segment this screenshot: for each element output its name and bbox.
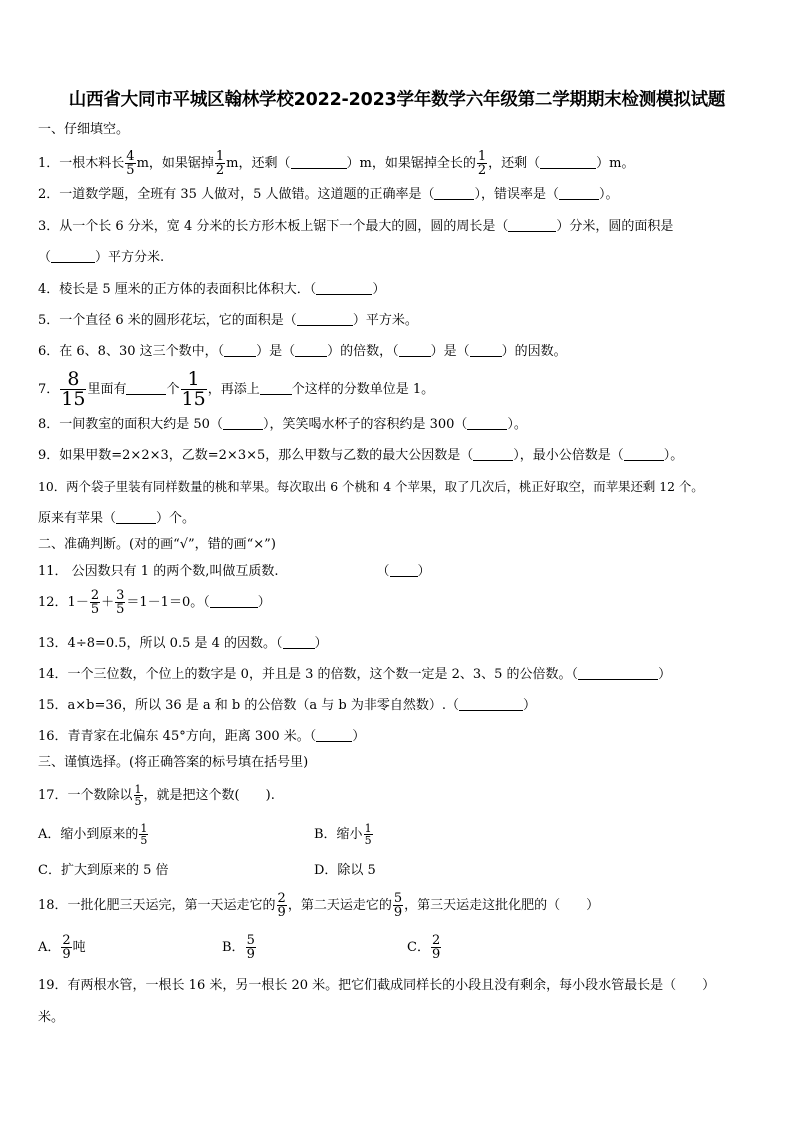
option-b[interactable]: B． $\frac{5}{9}$ [222, 933, 255, 962]
question-10-continued: 原来有苹果（ ）个。 [38, 511, 196, 526]
fraction-1-5: $\frac{1}{5}$ [134, 783, 142, 808]
answer-blank[interactable] [467, 428, 507, 430]
option-c[interactable]: C． $\frac{2}{9}$ [407, 933, 441, 962]
fraction-2-9: $\frac{2}{9}$ [62, 933, 71, 962]
answer-blank[interactable] [224, 355, 256, 357]
fraction-1-5: $\frac{1}{5}$ [140, 822, 148, 847]
question-19: 19．有两根水管，一根长 16 米，另一根长 20 米。把它们截成同样长的小段且没有剩余，每小段水管最长是（ ） [38, 978, 716, 993]
question-7: 7． $\frac{8}{15}$ 里面有 个 $\frac{1}{15}$ ，再添上 个这样的分数单位是 1。 [38, 368, 435, 410]
question-19-continued: 米。 [38, 1010, 65, 1025]
question-18: 18．一批化肥三天运完，第一天运走它的 $\frac{2}{9}$ ，第二天运走它的 $\frac{5}{9}$ ，第三天运走这批化肥的（ ） [38, 891, 600, 920]
answer-blank[interactable] [434, 198, 474, 200]
question-3-continued: （ ）平方分米. [38, 250, 165, 265]
fraction-1-2: $\frac{1}{2}$ [215, 149, 225, 178]
question-11: 11． 公因数只有 1 的两个数,叫做互质数. （ ） [38, 564, 431, 579]
question-4: 4．棱长是 5 厘米的正方体的表面积比体积大．（ ） [38, 282, 386, 297]
option-d[interactable]: D．除以 5 [314, 863, 376, 878]
section-choice-heading: 三、谨慎选择。(将正确答案的标号填在括号里) [38, 755, 309, 770]
answer-blank[interactable] [390, 575, 418, 577]
answer-blank[interactable] [126, 393, 166, 395]
question-2: 2．一道数学题，全班有 35 人做对，5 人做错。这道题的正确率是（ ），错误率是（ ）。 [38, 187, 619, 202]
question-1-text: 1．一根木料长 [38, 156, 125, 171]
answer-blank[interactable] [316, 293, 372, 295]
fraction-4-5: $\frac{4}{5}$ [126, 149, 135, 178]
question-10: 10．两个袋子里装有同样数量的桃和苹果。每次取出 6 个桃和 4 个苹果，取了几次后，桃正好取空，而苹果还剩 12 个。 [38, 479, 704, 494]
answer-blank[interactable] [399, 355, 431, 357]
answer-blank[interactable] [210, 606, 258, 608]
answer-blank[interactable] [223, 428, 263, 430]
question-12: 12．1－ $\frac{2}{5}$ ＋ $\frac{3}{5}$ ＝1－1＝0。（ ） [38, 588, 271, 617]
fraction-1-5: $\frac{1}{5}$ [364, 822, 372, 847]
fraction-2-5: $\frac{2}{5}$ [90, 588, 100, 617]
answer-blank[interactable] [260, 393, 292, 395]
question-14: 14．一个三位数，个位上的数字是 0，并且是 3 的倍数，这个数一定是 2、3、5 的公倍数。（ ） [38, 667, 672, 682]
question-1: 1．一根木料长 $\frac{4}{5}$ m，如果锯掉 $\frac{1}{2}$ m，还剩（ ）m，如果锯掉全长的 $\frac{1}{2}$ ，还剩（ ）m。 [38, 149, 635, 178]
option-a[interactable]: A． $\frac{2}{9}$ 吨 [38, 933, 86, 962]
answer-blank[interactable] [316, 740, 352, 742]
question-3: 3．从一个长 6 分米，宽 4 分米的长方形木板上锯下一个最大的圆，圆的周长是（ ）分米，圆的面积是 [38, 219, 674, 234]
answer-blank[interactable] [283, 647, 315, 649]
fraction-5-9: $\frac{5}{9}$ [246, 933, 255, 962]
fraction-1-2: $\frac{1}{2}$ [477, 149, 487, 178]
answer-blank[interactable] [291, 167, 347, 169]
exam-title: 山西省大同市平城区翰林学校2022-2023学年数学六年级第二学期期末检测模拟试题 [68, 90, 726, 110]
question-6: 6．在 6、8、30 这三个数中，（ ）是（ ）的倍数，（ ）是（ ）的因数。 [38, 344, 567, 359]
question-5: 5．一个直径 6 米的圆形花坛，它的面积是（ ）平方米。 [38, 313, 418, 328]
answer-blank[interactable] [473, 459, 513, 461]
fraction-2-9: $\frac{2}{9}$ [431, 933, 441, 962]
answer-blank[interactable] [297, 324, 353, 326]
question-9: 9．如果甲数=2×2×3，乙数=2×3×5，那么甲数与乙数的最大公因数是（ ），最小公倍数是（ ）。 [38, 448, 684, 463]
option-c[interactable]: C．扩大到原来的 5 倍 [38, 863, 169, 878]
question-15: 15．a×b=36，所以 36 是 a 和 b 的公倍数（a 与 b 为非零自然数）.（ ） [38, 698, 536, 713]
answer-blank[interactable] [51, 261, 95, 263]
question-13: 13．4÷8=0.5，所以 0.5 是 4 的因数。（ ） [38, 636, 328, 651]
answer-blank[interactable] [295, 355, 327, 357]
fraction-1-15: $\frac{1}{15}$ [181, 368, 206, 410]
question-16: 16．青青家在北偏东 45°方向，距离 300 米。（ ） [38, 729, 366, 744]
answer-blank[interactable] [578, 678, 658, 680]
answer-blank[interactable] [508, 230, 556, 232]
fraction-8-15: $\frac{8}{15}$ [61, 368, 86, 410]
fraction-5-9: $\frac{5}{9}$ [393, 891, 403, 920]
answer-blank[interactable] [459, 709, 523, 711]
answer-blank[interactable] [116, 522, 156, 524]
question-8: 8．一间教室的面积大约是 50（ ），笑笑喝水杯子的容积约是 300（ ）。 [38, 417, 527, 432]
question-17: 17．一个数除以 $\frac{1}{5}$ ，就是把这个数( ). [38, 783, 275, 808]
option-a[interactable]: A．缩小到原来的 $\frac{1}{5}$ [38, 822, 148, 847]
fraction-3-5: $\frac{3}{5}$ [116, 588, 125, 617]
answer-blank[interactable] [624, 459, 664, 461]
section-fill-in-heading: 一、仔细填空。 [38, 122, 130, 137]
option-b[interactable]: B．缩小 $\frac{1}{5}$ [314, 822, 372, 847]
fraction-2-9: $\frac{2}{9}$ [277, 891, 286, 920]
section-judgement-heading: 二、准确判断。(对的画“√”，错的画“×”) [38, 537, 276, 552]
answer-blank[interactable] [470, 355, 502, 357]
answer-blank[interactable] [540, 167, 596, 169]
answer-blank[interactable] [559, 198, 599, 200]
